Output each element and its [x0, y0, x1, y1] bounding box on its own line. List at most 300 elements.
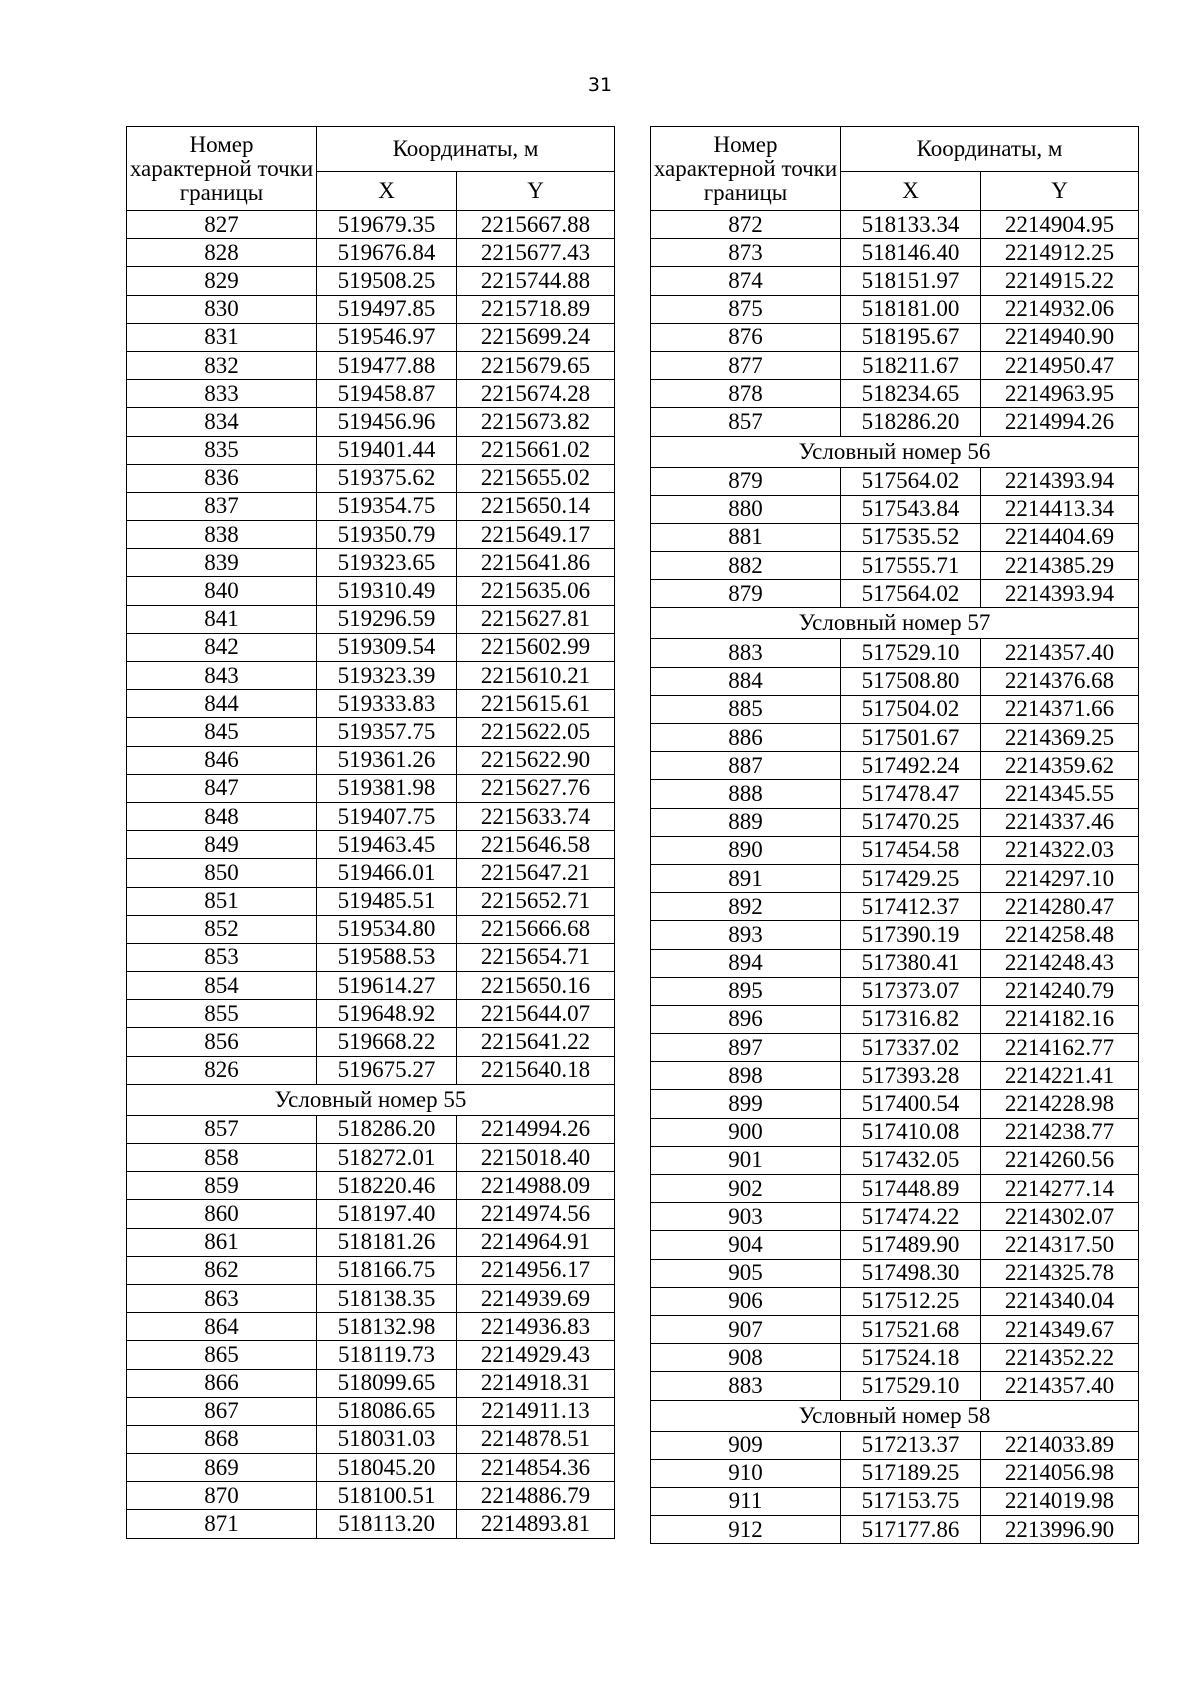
table-row: [651, 1431, 1139, 1459]
y-coordinate-cell: 2214277.14: [981, 1175, 1139, 1203]
y-coordinate-cell: 2214302.07: [981, 1203, 1139, 1231]
x-coordinate-cell: 519497.85: [317, 295, 457, 323]
y-coordinate-cell: 2214376.68: [981, 667, 1139, 695]
point-number-cell: 852: [127, 915, 317, 943]
point-number-cell: 891: [651, 864, 841, 892]
y-coordinate-cell: 2214297.10: [981, 864, 1139, 892]
x-coordinate-cell: 519485.51: [317, 887, 457, 915]
x-coordinate-cell: 518100.51: [317, 1482, 457, 1510]
table-row: [127, 831, 615, 859]
y-coordinate-cell: 2215666.68: [457, 915, 615, 943]
y-coordinate-cell: 2215655.02: [457, 464, 615, 492]
x-coordinate-cell: 519458.87: [317, 380, 457, 408]
table-row: [127, 492, 615, 520]
point-number-cell: 860: [127, 1200, 317, 1228]
table-row: [651, 1175, 1139, 1203]
y-coordinate-cell: 2214359.62: [981, 752, 1139, 780]
point-number-cell: 875: [651, 295, 841, 323]
y-coordinate-cell: 2214974.56: [457, 1200, 615, 1228]
table-row: [127, 1200, 615, 1228]
x-coordinate-cell: 519676.84: [317, 239, 457, 267]
table-row: [651, 752, 1139, 780]
table-row: [127, 1228, 615, 1256]
y-coordinate-cell: 2214385.29: [981, 552, 1139, 580]
table-row: [127, 746, 615, 774]
table-row: [651, 1487, 1139, 1515]
x-coordinate-cell: 517400.54: [841, 1090, 981, 1118]
group-header-row: [127, 1084, 615, 1115]
coordinates-header: Координаты, м: [317, 127, 615, 172]
point-number-cell: 859: [127, 1172, 317, 1200]
table-row: [651, 836, 1139, 864]
x-coordinate-cell: 517470.25: [841, 808, 981, 836]
x-header: X: [317, 172, 457, 211]
x-coordinate-cell: 519508.25: [317, 267, 457, 295]
group-header-row: [651, 436, 1139, 467]
point-number-cell: 838: [127, 521, 317, 549]
group-label: Условный номер 55: [127, 1084, 615, 1115]
x-coordinate-cell: 518132.98: [317, 1313, 457, 1341]
y-coordinate-cell: 2214963.95: [981, 380, 1139, 408]
point-number-cell: 836: [127, 464, 317, 492]
point-number-cell: 912: [651, 1516, 841, 1544]
point-number-cell: 854: [127, 972, 317, 1000]
x-coordinate-cell: 519310.49: [317, 577, 457, 605]
x-coordinate-cell: 518234.65: [841, 380, 981, 408]
y-coordinate-cell: 2215650.14: [457, 492, 615, 520]
point-number-cell: 876: [651, 323, 841, 351]
x-coordinate-cell: 519361.26: [317, 746, 457, 774]
x-coordinate-cell: 517504.02: [841, 695, 981, 723]
y-coordinate-cell: 2215610.21: [457, 662, 615, 690]
table-row: [651, 724, 1139, 752]
table-row: [651, 1118, 1139, 1146]
point-number-cell: 829: [127, 267, 317, 295]
y-coordinate-cell: 2214349.67: [981, 1315, 1139, 1343]
y-coordinate-cell: 2214317.50: [981, 1231, 1139, 1259]
y-coordinate-cell: 2215654.71: [457, 943, 615, 971]
y-coordinate-cell: 2215673.82: [457, 408, 615, 436]
x-coordinate-cell: 518220.46: [317, 1172, 457, 1200]
x-coordinate-cell: 519401.44: [317, 436, 457, 464]
x-coordinate-cell: 517454.58: [841, 836, 981, 864]
table-row: [651, 1459, 1139, 1487]
table-body: [651, 211, 1139, 1544]
x-coordinate-cell: 517521.68: [841, 1315, 981, 1343]
table-row: [127, 1425, 615, 1453]
point-number-cell: 834: [127, 408, 317, 436]
point-number-cell: 908: [651, 1344, 841, 1372]
coordinates-table-left: [126, 126, 615, 1539]
x-coordinate-cell: 518211.67: [841, 351, 981, 379]
y-header: Y: [457, 172, 615, 211]
group-header-row: [651, 608, 1139, 639]
table-row: [651, 695, 1139, 723]
y-coordinate-cell: 2215602.99: [457, 633, 615, 661]
table-row: [651, 239, 1139, 267]
point-number-cell: 870: [127, 1482, 317, 1510]
x-coordinate-cell: 517432.05: [841, 1146, 981, 1174]
y-coordinate-cell: 2214357.40: [981, 639, 1139, 667]
point-number-cell: 869: [127, 1454, 317, 1482]
x-coordinate-cell: 517412.37: [841, 893, 981, 921]
point-number-cell: 837: [127, 492, 317, 520]
table-row: [651, 639, 1139, 667]
point-number-cell: 911: [651, 1487, 841, 1515]
y-coordinate-cell: 2215622.05: [457, 718, 615, 746]
x-coordinate-cell: 519354.75: [317, 492, 457, 520]
group-label: Условный номер 56: [651, 436, 1139, 467]
point-number-cell: 861: [127, 1228, 317, 1256]
table-row: [651, 408, 1139, 436]
table-row: [127, 1115, 615, 1143]
x-coordinate-cell: 519668.22: [317, 1028, 457, 1056]
y-coordinate-cell: 2214240.79: [981, 977, 1139, 1005]
table-row: [127, 295, 615, 323]
y-header: Y: [981, 172, 1139, 211]
y-coordinate-cell: 2215649.17: [457, 521, 615, 549]
table-row: [651, 864, 1139, 892]
point-number-cell: 893: [651, 921, 841, 949]
x-coordinate-cell: 519588.53: [317, 943, 457, 971]
y-coordinate-cell: 2215744.88: [457, 267, 615, 295]
x-coordinate-cell: 518286.20: [317, 1115, 457, 1143]
point-number-cell: 857: [127, 1115, 317, 1143]
point-number-cell: 873: [651, 239, 841, 267]
y-coordinate-cell: 2213996.90: [981, 1516, 1139, 1544]
y-coordinate-cell: 2215635.06: [457, 577, 615, 605]
point-number-cell: 827: [127, 211, 317, 239]
page-number: 31: [587, 74, 613, 96]
x-coordinate-cell: 518181.26: [317, 1228, 457, 1256]
x-coordinate-cell: 518086.65: [317, 1397, 457, 1425]
point-number-cell: 849: [127, 831, 317, 859]
y-coordinate-cell: 2215641.86: [457, 549, 615, 577]
table-row: [651, 523, 1139, 551]
table-row: [127, 436, 615, 464]
table-row: [127, 239, 615, 267]
table-row: [651, 211, 1139, 239]
x-coordinate-cell: 518099.65: [317, 1369, 457, 1397]
table-row: [651, 667, 1139, 695]
point-number-cell: 835: [127, 436, 317, 464]
point-number-cell: 862: [127, 1256, 317, 1284]
table-row: [651, 1516, 1139, 1544]
y-coordinate-cell: 2215627.81: [457, 605, 615, 633]
point-number-cell: 833: [127, 380, 317, 408]
table-row: [127, 1482, 615, 1510]
point-number-cell: 864: [127, 1313, 317, 1341]
table-row: [651, 552, 1139, 580]
y-coordinate-cell: 2214393.94: [981, 580, 1139, 608]
x-coordinate-cell: 519614.27: [317, 972, 457, 1000]
x-coordinate-cell: 519296.59: [317, 605, 457, 633]
table-row: [651, 1231, 1139, 1259]
group-header-row: [651, 1400, 1139, 1431]
y-coordinate-cell: 2214915.22: [981, 267, 1139, 295]
x-coordinate-cell: 519381.98: [317, 774, 457, 802]
table-row: [651, 1372, 1139, 1400]
table-row: [651, 580, 1139, 608]
table-row: [127, 1454, 615, 1482]
x-coordinate-cell: 518286.20: [841, 408, 981, 436]
table-row: [651, 323, 1139, 351]
point-number-cell: 883: [651, 639, 841, 667]
table-row: [651, 1034, 1139, 1062]
x-coordinate-cell: 517524.18: [841, 1344, 981, 1372]
y-coordinate-cell: 2214950.47: [981, 351, 1139, 379]
y-coordinate-cell: 2214878.51: [457, 1425, 615, 1453]
x-coordinate-cell: 517474.22: [841, 1203, 981, 1231]
x-coordinate-cell: 519309.54: [317, 633, 457, 661]
x-coordinate-cell: 517390.19: [841, 921, 981, 949]
y-coordinate-cell: 2214932.06: [981, 295, 1139, 323]
table-row: [651, 1203, 1139, 1231]
x-coordinate-cell: 519375.62: [317, 464, 457, 492]
point-number-cell: 892: [651, 893, 841, 921]
point-number-cell: 906: [651, 1287, 841, 1315]
table-row: [127, 718, 615, 746]
x-coordinate-cell: 518166.75: [317, 1256, 457, 1284]
y-coordinate-cell: 2214964.91: [457, 1228, 615, 1256]
x-coordinate-cell: 518272.01: [317, 1144, 457, 1172]
x-coordinate-cell: 517380.41: [841, 949, 981, 977]
x-coordinate-cell: 518113.20: [317, 1510, 457, 1538]
y-coordinate-cell: 2214337.46: [981, 808, 1139, 836]
table-row: [651, 893, 1139, 921]
y-coordinate-cell: 2214258.48: [981, 921, 1139, 949]
point-number-cell: 847: [127, 774, 317, 802]
y-coordinate-cell: 2214413.34: [981, 495, 1139, 523]
table-row: [127, 943, 615, 971]
point-number-cell: 881: [651, 523, 841, 551]
x-coordinate-cell: 519477.88: [317, 351, 457, 379]
y-coordinate-cell: 2215650.16: [457, 972, 615, 1000]
point-number-cell: 832: [127, 351, 317, 379]
point-number-cell: 895: [651, 977, 841, 1005]
y-coordinate-cell: 2214322.03: [981, 836, 1139, 864]
table-row: [127, 1056, 615, 1084]
table-body: [127, 211, 615, 1539]
y-coordinate-cell: 2214988.09: [457, 1172, 615, 1200]
table-row: [651, 267, 1139, 295]
y-coordinate-cell: 2215633.74: [457, 802, 615, 830]
point-number-cell: 903: [651, 1203, 841, 1231]
x-coordinate-cell: 518119.73: [317, 1341, 457, 1369]
y-coordinate-cell: 2214393.94: [981, 467, 1139, 495]
point-number-cell: 831: [127, 323, 317, 351]
point-number-cell: 874: [651, 267, 841, 295]
y-coordinate-cell: 2214221.41: [981, 1062, 1139, 1090]
y-coordinate-cell: 2214893.81: [457, 1510, 615, 1538]
x-coordinate-cell: 518151.97: [841, 267, 981, 295]
y-coordinate-cell: 2214056.98: [981, 1459, 1139, 1487]
x-coordinate-cell: 519648.92: [317, 1000, 457, 1028]
table-row: [651, 1259, 1139, 1287]
point-number-cell: 879: [651, 580, 841, 608]
point-number-cell: 898: [651, 1062, 841, 1090]
table-row: [127, 1256, 615, 1284]
x-coordinate-cell: 518181.00: [841, 295, 981, 323]
x-coordinate-cell: 519456.96: [317, 408, 457, 436]
x-coordinate-cell: 517543.84: [841, 495, 981, 523]
x-coordinate-cell: 517213.37: [841, 1431, 981, 1459]
y-coordinate-cell: 2214280.47: [981, 893, 1139, 921]
y-coordinate-cell: 2214956.17: [457, 1256, 615, 1284]
table-row: [127, 211, 615, 239]
x-coordinate-cell: 517393.28: [841, 1062, 981, 1090]
point-number-cell: 909: [651, 1431, 841, 1459]
x-coordinate-cell: 517153.75: [841, 1487, 981, 1515]
table-row: [651, 1315, 1139, 1343]
point-number-cell: 894: [651, 949, 841, 977]
table-row: [127, 633, 615, 661]
y-coordinate-cell: 2214929.43: [457, 1341, 615, 1369]
point-number-cell: 899: [651, 1090, 841, 1118]
x-coordinate-cell: 518197.40: [317, 1200, 457, 1228]
table-row: [127, 323, 615, 351]
point-number-cell: 884: [651, 667, 841, 695]
y-coordinate-cell: 2214182.16: [981, 1005, 1139, 1033]
table-row: [127, 605, 615, 633]
y-coordinate-cell: 2215667.88: [457, 211, 615, 239]
x-coordinate-cell: 517501.67: [841, 724, 981, 752]
point-number-cell: 845: [127, 718, 317, 746]
table-row: [127, 577, 615, 605]
table-row: [651, 1287, 1139, 1315]
y-coordinate-cell: 2215622.90: [457, 746, 615, 774]
table-row: [127, 915, 615, 943]
table-row: [127, 1144, 615, 1172]
y-coordinate-cell: 2214886.79: [457, 1482, 615, 1510]
y-coordinate-cell: 2214162.77: [981, 1034, 1139, 1062]
point-number-cell: 878: [651, 380, 841, 408]
x-coordinate-cell: 517512.25: [841, 1287, 981, 1315]
x-coordinate-cell: 518195.67: [841, 323, 981, 351]
y-coordinate-cell: 2214033.89: [981, 1431, 1139, 1459]
y-coordinate-cell: 2214918.31: [457, 1369, 615, 1397]
point-number-cell: 902: [651, 1175, 841, 1203]
point-number-cell: 839: [127, 549, 317, 577]
point-number-cell: 907: [651, 1315, 841, 1343]
y-coordinate-cell: 2215644.07: [457, 1000, 615, 1028]
table-row: [127, 267, 615, 295]
point-number-cell: 850: [127, 859, 317, 887]
y-coordinate-cell: 2214911.13: [457, 1397, 615, 1425]
point-number-cell: 871: [127, 1510, 317, 1538]
y-coordinate-cell: 2215718.89: [457, 295, 615, 323]
point-number-cell: 863: [127, 1284, 317, 1312]
point-number-cell: 877: [651, 351, 841, 379]
y-coordinate-cell: 2215615.61: [457, 690, 615, 718]
table-row: [127, 662, 615, 690]
x-coordinate-cell: 518045.20: [317, 1454, 457, 1482]
y-coordinate-cell: 2215699.24: [457, 323, 615, 351]
y-coordinate-cell: 2214357.40: [981, 1372, 1139, 1400]
x-coordinate-cell: 517535.52: [841, 523, 981, 551]
point-number-cell: 868: [127, 1425, 317, 1453]
y-coordinate-cell: 2214340.04: [981, 1287, 1139, 1315]
y-coordinate-cell: 2214019.98: [981, 1487, 1139, 1515]
table-row: [127, 1000, 615, 1028]
group-label: Условный номер 57: [651, 608, 1139, 639]
x-coordinate-cell: 519679.35: [317, 211, 457, 239]
y-coordinate-cell: 2214854.36: [457, 1454, 615, 1482]
x-coordinate-cell: 519534.80: [317, 915, 457, 943]
point-number-cell: 848: [127, 802, 317, 830]
y-coordinate-cell: 2214904.95: [981, 211, 1139, 239]
table-row: [651, 295, 1139, 323]
table-row: [127, 802, 615, 830]
table-row: [127, 464, 615, 492]
point-number-cell: 866: [127, 1369, 317, 1397]
y-coordinate-cell: 2214371.66: [981, 695, 1139, 723]
point-number-cell: 841: [127, 605, 317, 633]
x-coordinate-cell: 517410.08: [841, 1118, 981, 1146]
point-number-cell: 840: [127, 577, 317, 605]
table-row: [127, 351, 615, 379]
table-row: [127, 1369, 615, 1397]
point-number-cell: 857: [651, 408, 841, 436]
table-row: [127, 1510, 615, 1538]
table-row: [651, 1005, 1139, 1033]
x-header: X: [841, 172, 981, 211]
y-coordinate-cell: 2214404.69: [981, 523, 1139, 551]
y-coordinate-cell: 2215677.43: [457, 239, 615, 267]
table-row: [127, 1341, 615, 1369]
x-coordinate-cell: 519466.01: [317, 859, 457, 887]
point-number-cell: 890: [651, 836, 841, 864]
x-coordinate-cell: 517448.89: [841, 1175, 981, 1203]
x-coordinate-cell: 519323.39: [317, 662, 457, 690]
table-row: [127, 1284, 615, 1312]
y-coordinate-cell: 2214369.25: [981, 724, 1139, 752]
y-coordinate-cell: 2214940.90: [981, 323, 1139, 351]
x-coordinate-cell: 519323.65: [317, 549, 457, 577]
coordinates-header: Координаты, м: [841, 127, 1139, 172]
point-number-cell: 867: [127, 1397, 317, 1425]
table-row: [651, 1062, 1139, 1090]
table-row: [127, 1172, 615, 1200]
point-number-cell: 887: [651, 752, 841, 780]
x-coordinate-cell: 517489.90: [841, 1231, 981, 1259]
x-coordinate-cell: 519350.79: [317, 521, 457, 549]
table-row: [651, 780, 1139, 808]
point-number-cell: 872: [651, 211, 841, 239]
point-number-cell: 901: [651, 1146, 841, 1174]
table-row: [127, 690, 615, 718]
table-row: [651, 1146, 1139, 1174]
table-row: [127, 972, 615, 1000]
table-row: [651, 949, 1139, 977]
point-number-cell: 910: [651, 1459, 841, 1487]
table-row: [651, 1090, 1139, 1118]
table-row: [127, 408, 615, 436]
point-number-cell: 828: [127, 239, 317, 267]
point-number-cell: 830: [127, 295, 317, 323]
point-number-cell: 900: [651, 1118, 841, 1146]
point-number-cell: 843: [127, 662, 317, 690]
point-number-cell: 844: [127, 690, 317, 718]
y-coordinate-cell: 2214936.83: [457, 1313, 615, 1341]
point-number-cell: 855: [127, 1000, 317, 1028]
x-coordinate-cell: 517564.02: [841, 580, 981, 608]
point-number-cell: 882: [651, 552, 841, 580]
y-coordinate-cell: 2214345.55: [981, 780, 1139, 808]
y-coordinate-cell: 2214994.26: [457, 1115, 615, 1143]
y-coordinate-cell: 2215661.02: [457, 436, 615, 464]
table-row: [127, 521, 615, 549]
